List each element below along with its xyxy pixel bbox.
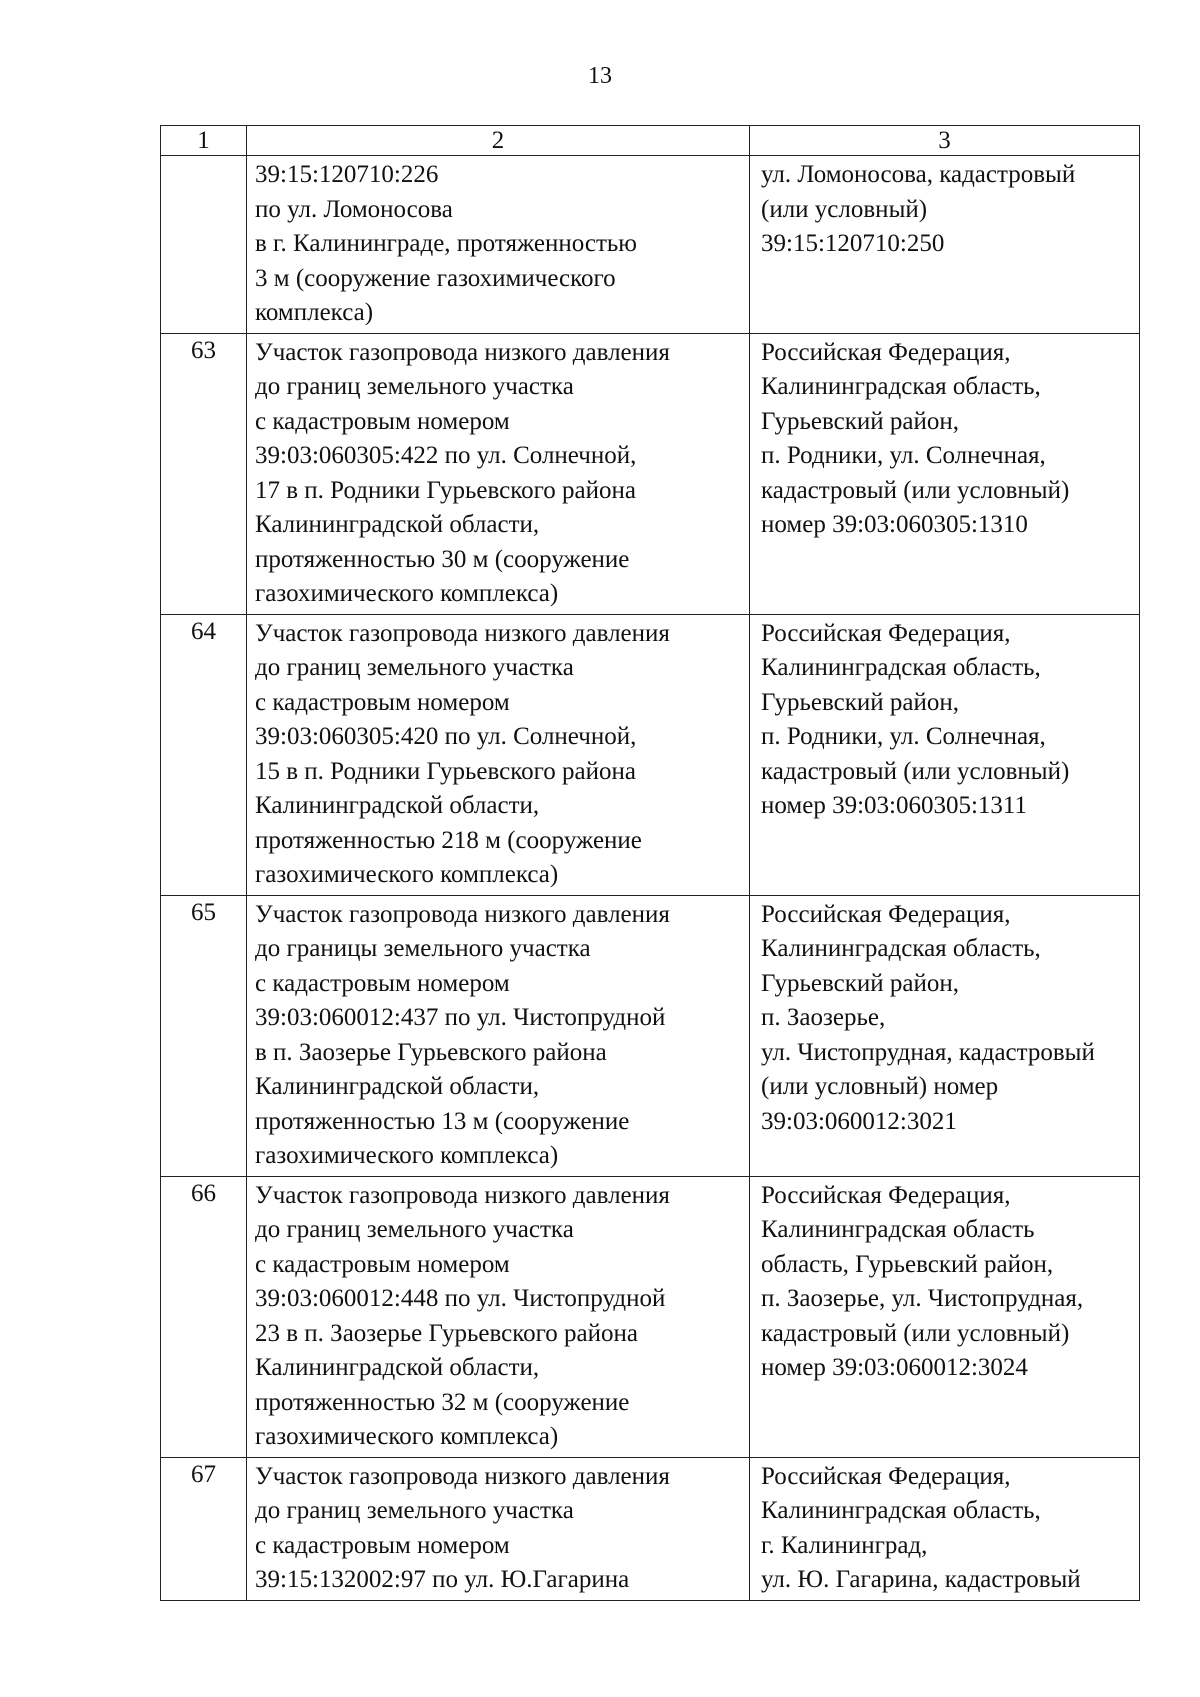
table-row [161, 895, 1140, 1176]
table-row [161, 1176, 1140, 1457]
text-line: 39:03:060012:448 по ул. Чистопрудной [255, 1285, 666, 1312]
text-line: Калининградская область, [761, 1497, 1041, 1524]
text-line: Калининградская область [761, 1216, 1035, 1243]
object-description [247, 333, 750, 614]
text-line: Участок газопровода низкого давления [255, 1462, 670, 1490]
text-line: 15 в п. Родники Гурьевского района [255, 757, 636, 785]
text-line: с кадастровым номером [255, 1250, 510, 1278]
text-line: Российская Федерация, [761, 1462, 1011, 1490]
text-line: с кадастровым номером [255, 407, 510, 435]
text-line: до границ земельного участка [255, 1497, 574, 1524]
text-line: Участок газопровода низкого давления [255, 900, 670, 928]
text-line: в г. Калининграде, протяженностью [255, 230, 637, 257]
text-line: Калининградской области, [255, 1073, 540, 1100]
text-line: 39:15:120710:226 [255, 161, 439, 188]
object-description [247, 614, 750, 895]
text-line: 39:15:120710:250 [761, 230, 945, 257]
text-line: до границы земельного участка [255, 935, 591, 962]
text-line: протяженностью 32 м (сооружение [255, 1388, 630, 1416]
text-line: ул. Ю. Гагарина, кадастровый [761, 1566, 1081, 1593]
text-line: Калининградской области, [255, 511, 540, 538]
text-line: 39:03:060012:437 по ул. Чистопрудной [255, 1004, 666, 1031]
text-line: газохимического комплекса) [255, 861, 559, 888]
row-number [161, 156, 247, 334]
text-line: номер 39:03:060305:1311 [761, 792, 1027, 819]
text-line: до границ земельного участка [255, 1216, 574, 1243]
text-line: г. Калининград, [761, 1531, 928, 1559]
text-line: 39:15:132002:97 по ул. Ю.Гагарина [255, 1566, 630, 1593]
text-line: Российская Федерация, [761, 900, 1011, 928]
row-number: 64 [161, 614, 247, 895]
text-line: Калининградской области, [255, 792, 540, 819]
row-number: 67 [161, 1457, 247, 1600]
text-line: кадастровый (или условный) [761, 1319, 1070, 1347]
text-line: Калининградская область, [761, 935, 1041, 962]
text-line: Гурьевский район, [761, 969, 960, 997]
text-line: газохимического комплекса) [255, 580, 559, 607]
text-line: Калининградская область, [761, 373, 1041, 400]
text-line: 39:03:060012:3021 [761, 1107, 957, 1135]
text-line: с кадастровым номером [255, 1531, 510, 1559]
header-col-1: 1 [161, 126, 247, 156]
text-line: кадастровый (или условный) [761, 757, 1070, 785]
row-number: 66 [161, 1176, 247, 1457]
object-location [750, 156, 1140, 334]
text-line: п. Родники, ул. Солнечная, [761, 442, 1046, 469]
text-line: Участок газопровода низкого давления [255, 338, 670, 366]
text-line: п. Заозерье, [761, 1004, 886, 1031]
header-row [161, 126, 1140, 156]
objects-table [160, 125, 1140, 1601]
text-line: газохимического комплекса) [255, 1142, 559, 1169]
text-line: протяженностью 218 м (сооружение [255, 826, 642, 854]
object-description [247, 156, 750, 334]
object-location [750, 895, 1140, 1176]
object-location [750, 1176, 1140, 1457]
table-row [161, 614, 1140, 895]
text-line: протяженностью 13 м (сооружение [255, 1107, 630, 1135]
header-col-2: 2 [247, 126, 750, 156]
object-location [750, 614, 1140, 895]
page-number: 13 [588, 63, 612, 89]
text-line: протяженностью 30 м (сооружение [255, 545, 630, 573]
text-line: (или условный) [761, 195, 928, 223]
text-line: ул. Ломоносова, кадастровый [761, 161, 1076, 188]
text-line: 17 в п. Родники Гурьевского района [255, 476, 636, 504]
row-number: 63 [161, 333, 247, 614]
text-line: комплекса) [255, 299, 374, 326]
text-line: п. Заозерье, ул. Чистопрудная, [761, 1285, 1084, 1312]
object-description [247, 895, 750, 1176]
text-line: номер 39:03:060305:1310 [761, 511, 1028, 538]
text-line: (или условный) номер [761, 1073, 999, 1100]
object-description [247, 1176, 750, 1457]
text-line: область, Гурьевский район, [761, 1250, 1054, 1278]
text-line: 23 в п. Заозерье Гурьевского района [255, 1319, 638, 1347]
text-line: до границ земельного участка [255, 373, 574, 400]
text-line: номер 39:03:060012:3024 [761, 1354, 1028, 1381]
text-line: в п. Заозерье Гурьевского района [255, 1038, 607, 1066]
table-row [161, 1457, 1140, 1600]
text-line: Участок газопровода низкого давления [255, 619, 670, 647]
text-line: Российская Федерация, [761, 338, 1011, 366]
object-description [247, 1457, 750, 1600]
text-line: кадастровый (или условный) [761, 476, 1070, 504]
text-line: 3 м (сооружение газохимического [255, 264, 616, 292]
text-line: п. Родники, ул. Солнечная, [761, 723, 1046, 750]
text-line: Калининградская область, [761, 654, 1041, 681]
table-row [161, 156, 1140, 334]
text-line: Российская Федерация, [761, 619, 1011, 647]
text-line: Гурьевский район, [761, 688, 960, 716]
text-line: Российская Федерация, [761, 1181, 1011, 1209]
text-line: Калининградской области, [255, 1354, 540, 1381]
text-line: 39:03:060305:422 по ул. Солнечной, [255, 442, 637, 469]
text-line: Участок газопровода низкого давления [255, 1181, 670, 1209]
row-number: 65 [161, 895, 247, 1176]
header-col-3: 3 [750, 126, 1140, 156]
text-line: ул. Чистопрудная, кадастровый [761, 1038, 1095, 1066]
table-row [161, 333, 1140, 614]
text-line: с кадастровым номером [255, 688, 510, 716]
object-location [750, 333, 1140, 614]
object-location [750, 1457, 1140, 1600]
text-line: 39:03:060305:420 по ул. Солнечной, [255, 723, 637, 750]
text-line: газохимического комплекса) [255, 1423, 559, 1450]
text-line: до границ земельного участка [255, 654, 574, 681]
text-line: с кадастровым номером [255, 969, 510, 997]
text-line: Гурьевский район, [761, 407, 960, 435]
text-line: по ул. Ломоносова [255, 195, 453, 223]
